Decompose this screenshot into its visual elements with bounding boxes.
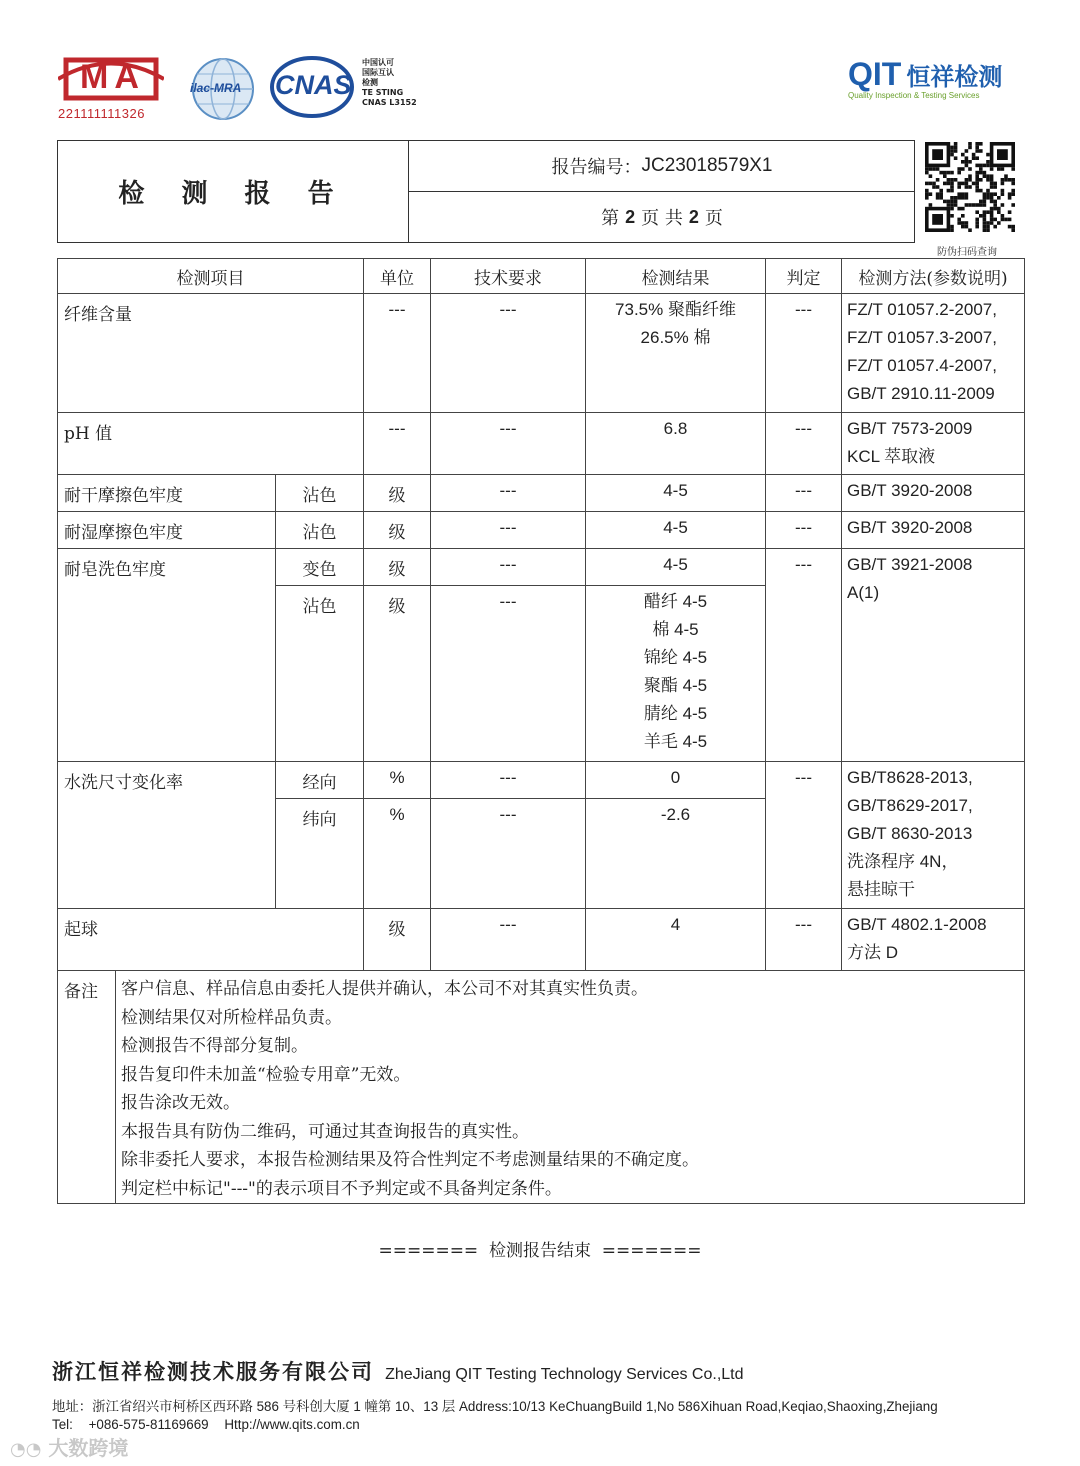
col-header-result: 检测结果 (586, 259, 766, 294)
page-suffix: 页 (704, 208, 723, 229)
report-number: JC23018579X1 (641, 155, 773, 176)
watermark (10, 1432, 128, 1461)
judgement-value: --- (766, 475, 842, 512)
unit-value: 级 (364, 586, 431, 762)
result-value: 0 (586, 762, 766, 799)
item-name: pH 值 (58, 413, 364, 475)
cma-code: 221111111326 (58, 106, 145, 121)
report-number-label: 报告编号： (551, 157, 642, 178)
remark-line: 检测报告不得部分复制。 (121, 1036, 308, 1056)
remark-line: 报告涂改无效。 (121, 1093, 240, 1113)
result-value: 6.8 (586, 413, 766, 475)
table-row (58, 475, 1025, 512)
requirement-value: --- (431, 762, 586, 799)
judgement-value: --- (766, 413, 842, 475)
remark-line: 除非委托人要求，本报告检测结果及符合性判定不考虑测量结果的不确定度。 (121, 1150, 699, 1170)
unit-value: --- (364, 294, 431, 413)
website-link[interactable]: Http://www.qits.com.cn (224, 1417, 360, 1432)
report-title-cell (58, 141, 409, 242)
unit-value: 级 (364, 909, 431, 971)
tel-label: Tel: (52, 1417, 73, 1432)
judgement-value: --- (766, 294, 842, 413)
item-name: 水洗尺寸变化率 (58, 762, 276, 909)
col-header-item: 检测项目 (58, 259, 364, 294)
cnas-caption: 中国认可 国际互认 检测 TE STING CNAS L3152 (362, 58, 417, 107)
company-address: 地址：浙江省绍兴市柯桥区西环路 586 号科创大厦 1 幢第 10、13 层 Address:10/13 KeChuangBuild 1,No 586Xihuan Road,Keqiao,Shaoxing,Zhejiang (52, 1399, 938, 1414)
page-count-cell (409, 192, 915, 242)
page-current: 2 (625, 206, 636, 227)
judgement-value: --- (766, 549, 842, 762)
result-list: 醋纤 4-5 棉 4-5 锦纶 4-5 聚酯 4-5 腈纶 4-5 羊毛 4-5 (586, 586, 766, 762)
company-name-en: ZheJiang QIT Testing Technology Services Co.,Ltd (385, 1366, 744, 1383)
watermark-logo-icon: ◔◔ (10, 1439, 42, 1460)
requirement-value: --- (431, 549, 586, 586)
remarks-list (116, 971, 699, 1203)
sub-item: 变色 (276, 549, 364, 586)
contact-line (52, 1417, 1032, 1432)
item-name: 耐皂洗色牢度 (58, 549, 276, 762)
qr-code-icon (925, 142, 1015, 232)
method-value: FZ/T 01057.2-2007, FZ/T 01057.3-2007, FZ/T 01057.4-2007, GB/T 2910.11-2009 (842, 294, 1025, 413)
unit-value: --- (364, 413, 431, 475)
remark-line: 客户信息、样品信息由委托人提供并确认，本公司不对其真实性负责。 (121, 979, 648, 999)
sub-item: 沾色 (276, 475, 364, 512)
report-end-marker: ======= 检测报告结束 ======= (378, 1241, 702, 1261)
sub-item: 纬向 (276, 799, 364, 909)
item-name: 耐湿摩擦色牢度 (58, 512, 276, 549)
table-row (58, 512, 1025, 549)
method-value: GB/T 7573-2009 KCL 萃取液 (842, 413, 1025, 475)
requirement-value: --- (431, 586, 586, 762)
table-row (58, 909, 1025, 971)
requirement-value: --- (431, 909, 586, 971)
sub-item: 经向 (276, 762, 364, 799)
qit-tagline: Quality Inspection & Testing Services (848, 91, 980, 100)
unit-value: % (364, 762, 431, 799)
requirement-value: --- (431, 475, 586, 512)
unit-value: % (364, 799, 431, 909)
col-header-method: 检测方法(参数说明) (842, 259, 1025, 294)
table-header-row (58, 259, 1025, 294)
remarks-label: 备注 (58, 971, 116, 1203)
judgement-value: --- (766, 909, 842, 971)
result-value: 4-5 (586, 475, 766, 512)
remark-line: 检测结果仅对所检样品负责。 (121, 1007, 342, 1028)
table-row (58, 762, 1025, 799)
ilac-text: ilac-MRA (190, 81, 242, 95)
item-name: 纤维含量 (58, 294, 364, 413)
company-name-cn: 浙江恒祥检测技术服务有限公司 (52, 1359, 374, 1384)
table-row (58, 549, 1025, 586)
method-value: GB/T 4802.1-2008 方法 D (842, 909, 1025, 971)
qit-brand: QIT (848, 56, 902, 92)
sub-item: 沾色 (276, 586, 364, 762)
judgement-value: --- (766, 512, 842, 549)
page-mid: 页 共 (641, 208, 683, 229)
requirement-value: --- (431, 799, 586, 909)
table-row (58, 294, 1025, 413)
item-name: 起球 (58, 909, 364, 971)
method-value: GB/T 3920-2008 (842, 475, 1025, 512)
ilac-logo (188, 56, 258, 122)
result-value: 4-5 (586, 549, 766, 586)
unit-value: 级 (364, 549, 431, 586)
remark-line: 本报告具有防伪二维码，可通过其查询报告的真实性。 (121, 1121, 529, 1142)
tel-number: +086-575-81169669 (88, 1417, 209, 1432)
method-value: GB/T 3921-2008 A(1) (842, 549, 1025, 762)
cnas-logo (270, 56, 430, 122)
page-total: 2 (688, 206, 699, 227)
method-value: GB/T8628-2013, GB/T8629-2017, GB/T 8630-2013 洗涤程序 4N， 悬挂晾干 (842, 762, 1025, 909)
qr-caption: 防伪扫码查询 (937, 247, 997, 258)
qr-code[interactable] (925, 142, 1015, 232)
qit-logo (848, 56, 1028, 106)
cma-logo (58, 54, 164, 124)
report-title: 检 测 报 告 (118, 179, 348, 209)
judgement-value: --- (766, 762, 842, 909)
unit-value: 级 (364, 512, 431, 549)
remark-line: 判定栏中标记"---"的表示项目不予判定或不具备判定条件。 (121, 1178, 562, 1199)
cma-letters: MA (80, 58, 145, 96)
item-name: 耐干摩擦色牢度 (58, 475, 276, 512)
page-prefix: 第 (601, 208, 620, 229)
result-value: 4 (586, 909, 766, 971)
results-table (57, 258, 1025, 1204)
col-header-requirement: 技术要求 (431, 259, 586, 294)
unit-value: 级 (364, 475, 431, 512)
footer (52, 1356, 1032, 1432)
watermark-text: 大数跨境 (48, 1436, 129, 1460)
result-value: 4-5 (586, 512, 766, 549)
table-row (58, 413, 1025, 475)
sub-item: 沾色 (276, 512, 364, 549)
qit-name: 恒祥检测 (906, 63, 1003, 91)
report-header (57, 140, 915, 243)
requirement-value: --- (431, 413, 586, 475)
remarks-row (58, 971, 1025, 1204)
method-value: GB/T 3920-2008 (842, 512, 1025, 549)
requirement-value: --- (431, 294, 586, 413)
report-number-cell (409, 141, 915, 192)
requirement-value: --- (431, 512, 586, 549)
remark-line: 报告复印件未加盖“检验专用章”无效。 (121, 1064, 411, 1085)
result-value: -2.6 (586, 799, 766, 909)
col-header-judgement: 判定 (766, 259, 842, 294)
result-value: 73.5% 聚酯纤维 26.5% 棉 (586, 294, 766, 413)
cnas-text: CNAS (275, 70, 352, 100)
col-header-unit: 单位 (364, 259, 431, 294)
